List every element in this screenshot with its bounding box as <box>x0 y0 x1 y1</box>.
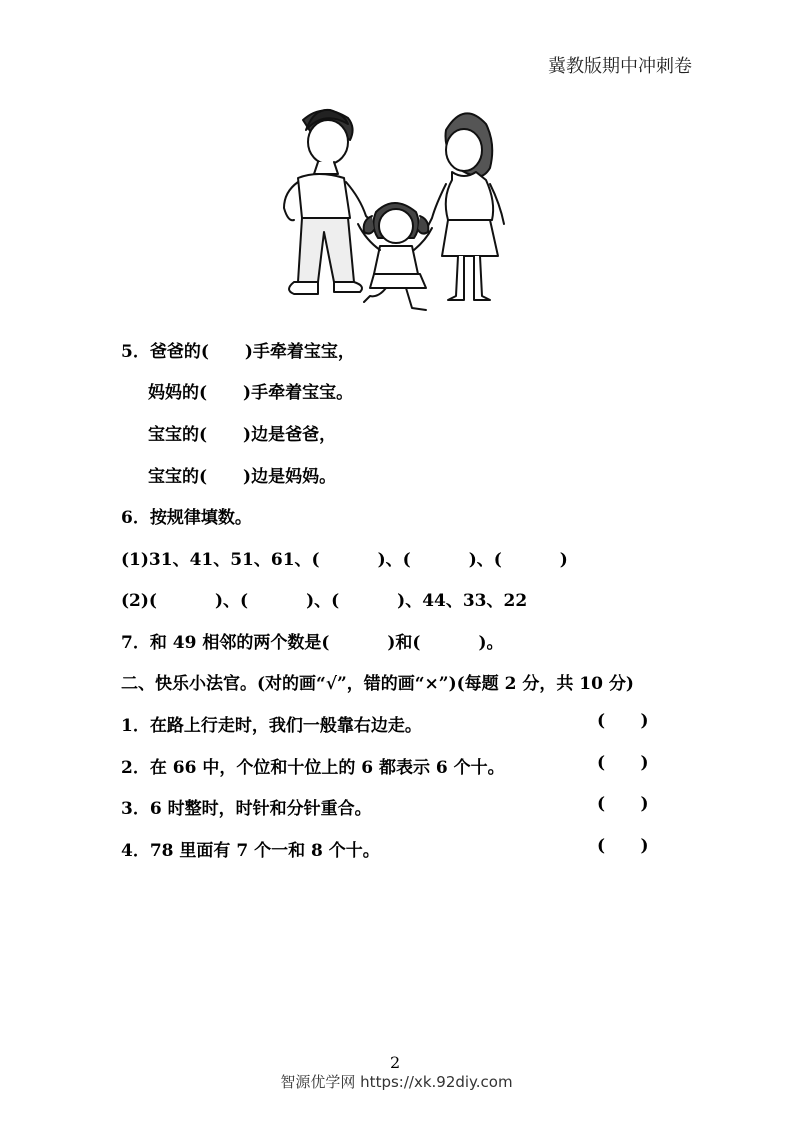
judge-bracket-1[interactable]: ( ) <box>597 711 649 731</box>
separator: )、( <box>214 591 249 611</box>
separator: )、( <box>306 591 340 611</box>
q5-line-3-start: 宝宝的( <box>148 425 208 445</box>
judge-item-2: 2．在 66 中，个位和十位上的 6 都表示 6 个十。 <box>121 758 505 778</box>
q5-line-1 <box>121 337 355 362</box>
q5-line-4-end: )边是妈妈。 <box>243 467 337 487</box>
q5-line-3-end: )边是爸爸， <box>243 425 337 445</box>
judge-item-4: 4．78 里面有 7 个一和 8 个十。 <box>121 841 380 861</box>
footer-watermark: 智源优学网 https://xk.92diy.com <box>280 1073 513 1091</box>
separator: ) <box>559 550 568 570</box>
q7-start: 7．和 49 相邻的两个数是( <box>121 633 330 653</box>
judge-bracket-3[interactable]: ( ) <box>597 794 649 814</box>
section-2-title: 二、快乐小法官。(对的画“√”，错的画“×”)(每题 2 分，共 10 分) <box>121 674 634 694</box>
q6-part-2-seq: )、44、33、22 <box>397 591 528 611</box>
q5-line-3 <box>148 420 336 445</box>
page-header-title: 冀教版期中冲刺卷 <box>548 56 692 77</box>
judge-bracket-2[interactable]: ( ) <box>597 753 649 773</box>
q7-end: )。 <box>478 633 504 653</box>
q5-line-1-start: 5．爸爸的( <box>121 342 209 362</box>
family-holding-hands-illustration <box>268 100 528 322</box>
q5-line-4 <box>148 462 336 487</box>
q7-line <box>121 628 504 653</box>
q6-part-1 <box>121 545 568 570</box>
q6-part-1-seq: (1)31、41、51、61、( <box>121 550 320 570</box>
separator: )、( <box>377 550 411 570</box>
separator: )、( <box>468 550 502 570</box>
q5-line-2-start: 妈妈的( <box>148 383 208 403</box>
q5-line-4-start: 宝宝的( <box>148 467 208 487</box>
separator: )和( <box>387 633 421 653</box>
judge-item-1: 1．在路上行走时，我们一般靠右边走。 <box>121 716 422 736</box>
page-number: 2 <box>390 1053 401 1072</box>
q5-line-2-end: )手牵着宝宝。 <box>243 383 354 403</box>
q5-line-1-end: )手牵着宝宝， <box>244 342 355 362</box>
q6-part-2 <box>121 586 527 611</box>
judge-bracket-4[interactable]: ( ) <box>597 836 649 856</box>
q6-title: 6．按规律填数。 <box>121 508 252 528</box>
q5-line-2 <box>148 378 353 403</box>
judge-item-3: 3．6 时整时，时针和分针重合。 <box>121 799 372 819</box>
q6-part-2-start: (2)( <box>121 591 157 611</box>
